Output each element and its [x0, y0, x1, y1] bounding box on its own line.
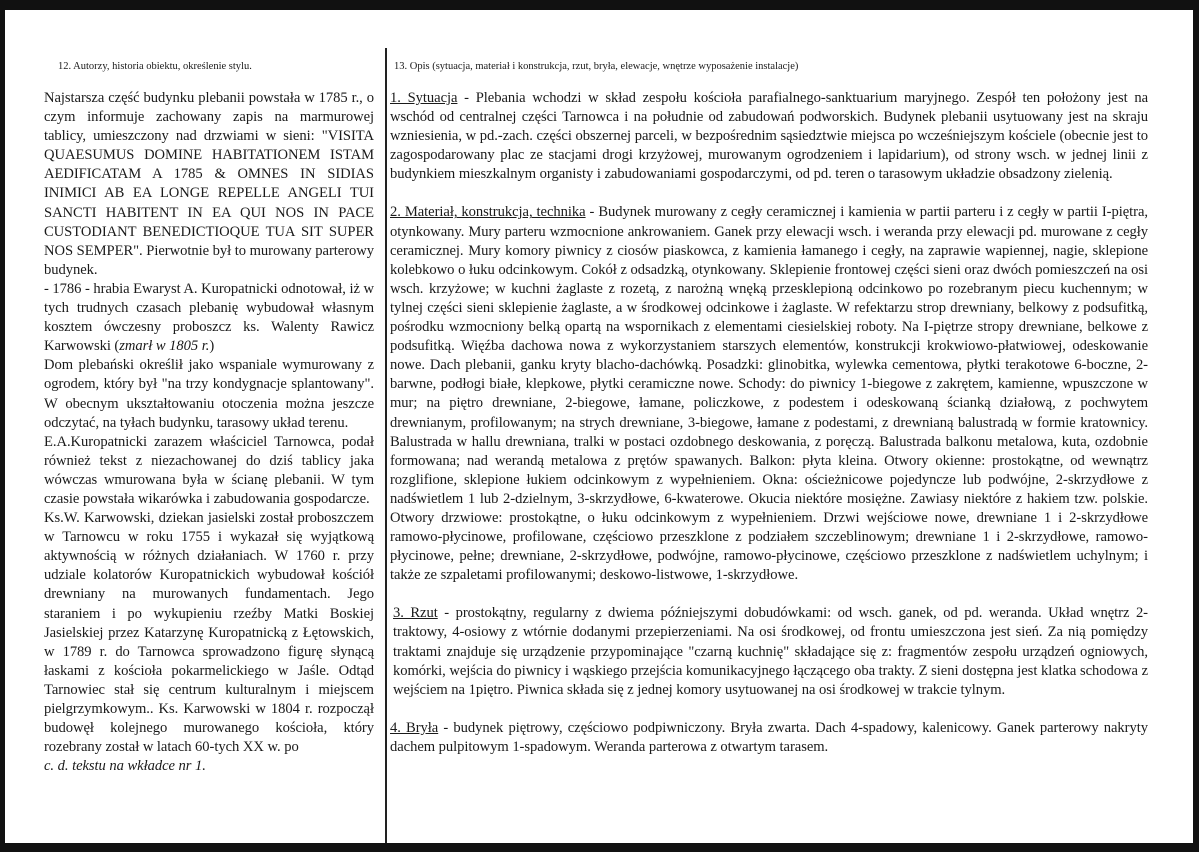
- left-column-header: 12. Autorzy, historia obiektu, określenie stylu.: [58, 61, 252, 72]
- history-paragraph: Ks.W. Karwowski, dziekan jasielski został proboszczem w Tarnowcu w roku 1755 i wykazał się wyjątkową aktywnością w różnych działaniach. W 1760 r. przy udziale kolatorów Kuropatnickich wybudował kościół drewniany na murowanych fundamentach. Jego staraniem i po wykupieniu rzeźby Matki Boskiej Jasielskiej przez Katarzynę Kuropatnicką z Łętowskich, w 1789 r. do Tarnowca sprowadzono figurę słynącą łaskami z kościoła pokarmelickiego w Jaśle. Odtąd Tarnowiec stał się centrum kulturalnym i miejscem pielgrzymkowym.. Ks. Karwowski w 1804 r. rozpoczął budowęł kolejnego murowanego kościoła, który rozebrany został w latach 60-tych XX w. po: [44, 510, 374, 756]
- scan-border-left: [0, 0, 5, 852]
- section-title: 2. Materiał, konstrukcja, technika: [390, 204, 586, 221]
- section-text: - budynek piętrowy, częściowo podpiwniczony. Bryła zwarta. Dach 4-spadowy, kalenicowy. Ganek parterowy nakryty dachem pulpitowym 1-spadowym. Weranda parterowa z otwartym tarasem.: [390, 719, 1148, 755]
- history-paragraph: Najstarsza część budynku plebanii powstała w 1785 r., o czym informuje zachowany zapis na marmurowej tablicy, umieszczony nad drzwiami w sieni: "VISITA QUAESUMUS DOMINE HABITATIONEM ISTAM AEDIFICATAM A 1785 & OMNES IN SIDIAS INIMICI AB EA LONGE REPELLE ANGELI TUI SANCTI HABITENT IN EA QUI NOS IN PACE CUSTODIANT BENEDICTIOQUE TUA SIT SUPER NOS SEMPER". Pierwotnie był to murowany parterowy budynek.: [44, 90, 374, 278]
- section-title: 3. Rzut: [393, 605, 438, 622]
- history-paragraph-text: - 1786 - hrabia Ewaryst A. Kuropatnicki odnotował, iż w tych trudnych czasach plebanię wybudował własnym kosztem ówczesny proboszcz ks. Walenty Rawicz Karwowski (: [44, 280, 374, 355]
- continuation-note: c. d. tekstu na wkładce nr 1.: [44, 758, 206, 775]
- section-situation: [390, 89, 1148, 184]
- scan-border-bottom: [0, 843, 1199, 852]
- section-title: 1. Sytuacja: [390, 90, 458, 106]
- section-massing: [390, 719, 1148, 757]
- section-text: - Budynek murowany z cegły ceramicznej i kamienia w partii parteru i z cegły w partii I-piętra, otynkowany. Mury parteru wzmocnione ankrowaniem. Ganek przy elewacji wsch. i weranda przy elewacji pd. murowane z cegły ceramicznej. Mury komory piwnicy z ciosów piaskowca, z kamienia łamanego i cegły, na zaprawie wapiennej, nagie, sklepione kolebkowo o łuku odcinkowym. Cokół z odsadzką, otynkowany. Sklepienie frontowej części sieni oraz dwóch pomieszczeń na osi wsch. krzyżowe; w kuchni żaglaste z rozetą, z narożną wnęką przesklepioną odcinkowo po rozebranym piecu kuchennym; w tylnej części sieni sklepienie żaglaste, a w środkowej odcinkowe i żaglaste. W refektarzu strop drewniany, belkowy z podsufitką, pośrodku wzmocniony belką opartą na wspornikach z elementami ciesielskiej roboty. Na I-piętrze stropy drewniane, belkowe z podsufitką. Więźba dachowa nowa z wykorzystaniem starszych elementów, konstrukcji krokwiowo-płatwiowej, odeskowanie nowe. Dach plebanii, ganku kryty blacho-dachówką. Posadzki: glinobitka, wylewka cementowa, płytki terakotowe 6-boczne, 2-barwne, podłogi białe, klepkowe, płytki ceramiczne nowe. Schody: do piwnicy 1-biegowe z zakrętem, kamienne, wpuszczone w mur; na piętro drewniane, 2-biegowe, łamane, policzkowe, z podestem i odeskowaną ścianką działową, z pochwytem drewnianym, profilowanym; na strych drewniane, 3-biegowe, łamane z podestami, z drewnianą balustradą w formie kratownicy. Balustrada w hallu drewniana, tralki w postaci ozdobnego deskowania, z poręczą. Balustrada balkonu metalowa, kuta, ozdobnie formowana; nad werandą metalowa z prętów spawanych. Balkon: płyta kleina. Otwory okienne: prostokątne, od wewnątrz rozglifione, sklepione łukiem odcinkowym z wypełnieniem. Okna: ościeżnicowe pojedyncze lub podwójne, 2-skrzydłowe z nadświetlem 1 lub 2-dzielnym, 3-skrzydłowe, 6-kwaterowe. Okucia niektóre mosiężne. Zawiasy niektóre z hakiem tzw. polskie. Otwory drzwiowe: prostokątne, o łuku odcinkowym z wypełnieniem. Drzwi wejściowe nowe, drewniane 1 i 2-skrzydłowe ramowo-płycinowe, profilowane, częściowo przeszklone z podziałem szczeblinowym; drewniane 1 i 2-skrzydłowe, ramowo-płycinowe, pełne; drewniane, 2-skrzydłowe, podwójne, ramowo-płycinowe, częściowo przeszklone z nadświetlem uchylnym; i także ze szpaletami profilowanymi; deskowo-listwowe, 1-skrzydłowe.: [390, 204, 1148, 584]
- scan-border-right: [1193, 0, 1199, 852]
- section-material: [390, 203, 1148, 585]
- paren-close: ): [209, 338, 215, 355]
- right-column-header: 13. Opis (sytuacja, materiał i konstrukcja, rzut, bryła, elewacje, wnętrze wyposażenie instalacje): [394, 61, 799, 72]
- section-plan: [390, 604, 1148, 699]
- history-paragraph: Dom plebański określił jako wspaniale wymurowany z ogrodem, który był "na trzy kondygnacje splantowany". W obecnym ukształtowaniu otoczenia można jeszcze odczytać, na tyłach budynku, tarasowy układ terenu.: [44, 357, 374, 431]
- death-date-note: zmarł w 1805 r.: [119, 338, 210, 355]
- section-title: 4. Bryła: [390, 719, 439, 736]
- section-text: - prostokątny, regularny z dwiema późniejszymi dobudówkami: od wsch. ganek, od pd. weranda. Układ wnętrz 2-traktowy, 4-osiowy z wtórnie dodanymi przepierzeniami. Na osi środkowej, od frontu umieszczona jest sień. Za nią pomiędzy traktami znajduje się urządzenie przypominające "czarną kuchnię" składające się z: fragmentów zespołu urządzeń ogniowych, komórki, wejścia do piwnicy i wąskiego przejścia komunikacyjnego łączącego oba trakty. Z sieni dostępna jest klatka schodowa z wejściem na 1piętro. Piwnica składa się z jednej komory usytuowanej na osi środkowej w trakcie tylnym.: [393, 605, 1148, 698]
- history-paragraph: E.A.Kuropatnicki zarazem właściciel Tarnowca, podał również tekst z niezachowanej do dziś tablicy jaka wówczas wmurowana była w ścianę plebanii. W tym czasie powstała wikarówka i zabudowania gospodarcze.: [44, 433, 374, 507]
- column-divider: [385, 48, 387, 843]
- right-column: [390, 60, 1148, 776]
- left-column: [44, 60, 374, 776]
- scan-border-top: [0, 0, 1199, 10]
- section-text: - Plebania wchodzi w skład zespołu kościoła parafialnego-sanktuarium maryjnego. Zespół ten położony jest na wschód od centralnej części Tarnowca i na południe od zabudowań podworskich. Budynek plebanii usytuowany jest na skraju wzniesienia, w pd.-zach. części obszernej parceli, w bezpośrednim sąsiedztwie miejsca po wcześniejszym kościele (obecnie jest to zagospodarowany plac ze stacjami drogi krzyżowej, murowanym ogrodzeniem i lapidarium), od strony wsch. w jednej linii z budynkiem mieszkalnym organisty i zabudowaniami gospodarczymi, od pd. teren o tarasowym układzie obsadzony zielenią.: [390, 90, 1148, 183]
- history-text: [44, 89, 374, 776]
- history-paragraph: [44, 280, 374, 356]
